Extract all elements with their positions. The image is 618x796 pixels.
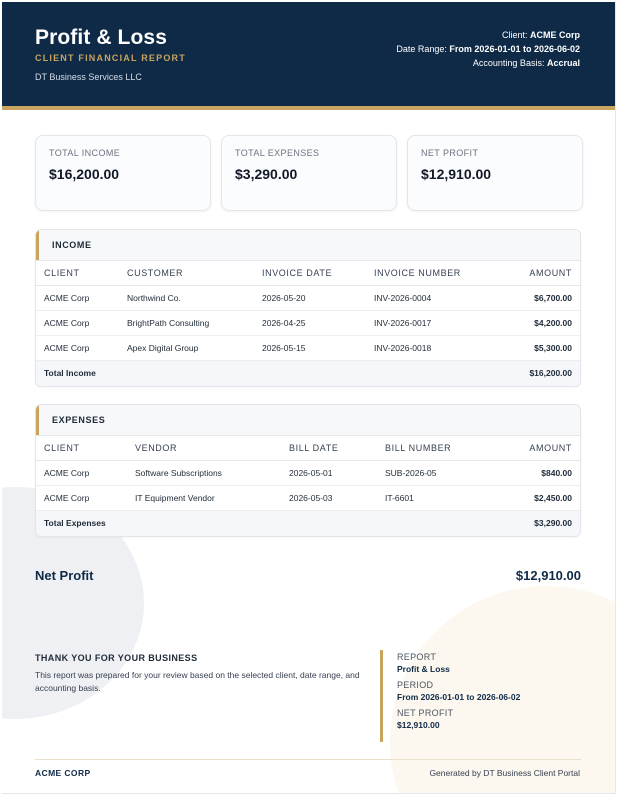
summary-net-label: NET PROFIT bbox=[397, 708, 454, 718]
footer-generated-by: Generated by DT Business Client Portal bbox=[429, 768, 580, 778]
footer-client-name: ACME CORP bbox=[35, 768, 91, 778]
cell-number: INV-2026-0018 bbox=[366, 336, 486, 361]
basis-line bbox=[396, 56, 580, 70]
cell-date: 2026-05-15 bbox=[254, 336, 366, 361]
cell-customer: BrightPath Consulting bbox=[119, 311, 254, 336]
cell-date: 2026-05-03 bbox=[281, 486, 377, 511]
date-range-line bbox=[396, 42, 580, 56]
net-profit-label: Net Profit bbox=[35, 568, 94, 583]
thank-you-note bbox=[35, 653, 365, 695]
cell-client: ACME Corp bbox=[36, 461, 127, 486]
column-header-customer: CUSTOMER bbox=[119, 261, 254, 286]
report-title: Profit & Loss bbox=[35, 26, 167, 49]
column-header-client: CLIENT bbox=[36, 436, 127, 461]
card-total-expenses bbox=[221, 135, 397, 211]
cell-client: ACME Corp bbox=[36, 311, 119, 336]
cell-date: 2026-05-01 bbox=[281, 461, 377, 486]
client-label: Client: bbox=[501, 30, 528, 40]
total-expenses-label: Total Expenses bbox=[36, 511, 497, 536]
company-name: DT Business Services LLC bbox=[35, 72, 142, 82]
cell-client: ACME Corp bbox=[36, 286, 119, 311]
column-header-client: CLIENT bbox=[36, 261, 119, 286]
cell-amount: $840.00 bbox=[497, 461, 580, 486]
summary-report-value: Profit & Loss bbox=[397, 664, 450, 674]
card-value: $12,910.00 bbox=[421, 166, 492, 182]
column-header-amount: AMOUNT bbox=[497, 436, 580, 461]
card-net-profit bbox=[407, 135, 583, 211]
summary-cards bbox=[35, 135, 583, 211]
table-header-row bbox=[36, 261, 580, 286]
column-header-amount: AMOUNT bbox=[486, 261, 580, 286]
income-section-title: INCOME bbox=[36, 230, 580, 260]
report-summary-box bbox=[380, 650, 580, 742]
card-value: $16,200.00 bbox=[49, 166, 120, 182]
column-header-bill-number: BILL NUMBER bbox=[377, 436, 497, 461]
table-row bbox=[36, 336, 580, 361]
report-subtitle: CLIENT FINANCIAL REPORT bbox=[35, 53, 186, 63]
net-profit-row bbox=[35, 568, 581, 583]
table-row bbox=[36, 286, 580, 311]
cell-amount: $4,200.00 bbox=[486, 311, 580, 336]
card-label: NET PROFIT bbox=[421, 148, 479, 158]
table-row bbox=[36, 461, 580, 486]
cell-amount: $2,450.00 bbox=[497, 486, 580, 511]
cell-amount: $5,300.00 bbox=[486, 336, 580, 361]
summary-period-value: From 2026-01-01 to 2026-06-02 bbox=[397, 692, 521, 702]
card-total-income bbox=[35, 135, 211, 211]
cell-number: INV-2026-0017 bbox=[366, 311, 486, 336]
card-label: TOTAL INCOME bbox=[49, 148, 121, 158]
income-section bbox=[35, 229, 581, 387]
basis-value: Accrual bbox=[546, 58, 580, 68]
table-row bbox=[36, 486, 580, 511]
cell-number: IT-6601 bbox=[377, 486, 497, 511]
cell-customer: Apex Digital Group bbox=[119, 336, 254, 361]
date-range-value: From 2026-01-01 to 2026-06-02 bbox=[449, 44, 580, 54]
date-range-label: Date Range: bbox=[396, 44, 447, 54]
column-header-invoice-number: INVOICE NUMBER bbox=[366, 261, 486, 286]
client-line bbox=[396, 28, 580, 42]
total-expenses-row bbox=[36, 511, 580, 536]
summary-report-label: REPORT bbox=[397, 652, 437, 662]
expenses-section bbox=[35, 404, 581, 537]
summary-net-value: $12,910.00 bbox=[397, 720, 440, 730]
cell-number: SUB-2026-05 bbox=[377, 461, 497, 486]
cell-amount: $6,700.00 bbox=[486, 286, 580, 311]
table-header-row bbox=[36, 436, 580, 461]
client-value: ACME Corp bbox=[530, 30, 580, 40]
income-table bbox=[36, 260, 580, 386]
thank-you-title: THANK YOU FOR YOUR BUSINESS bbox=[35, 653, 198, 663]
summary-period-label: PERIOD bbox=[397, 680, 434, 690]
total-income-value: $16,200.00 bbox=[486, 361, 580, 386]
footer-divider bbox=[35, 759, 581, 760]
cell-client: ACME Corp bbox=[36, 336, 119, 361]
cell-customer: Northwind Co. bbox=[119, 286, 254, 311]
cell-number: INV-2026-0004 bbox=[366, 286, 486, 311]
cell-date: 2026-05-20 bbox=[254, 286, 366, 311]
column-header-bill-date: BILL DATE bbox=[281, 436, 377, 461]
table-row bbox=[36, 311, 580, 336]
column-header-vendor: VENDOR bbox=[127, 436, 281, 461]
cell-vendor: IT Equipment Vendor bbox=[127, 486, 281, 511]
report-meta bbox=[396, 28, 580, 70]
column-header-invoice-date: INVOICE DATE bbox=[254, 261, 366, 286]
total-income-row bbox=[36, 361, 580, 386]
cell-vendor: Software Subscriptions bbox=[127, 461, 281, 486]
expenses-section-title: EXPENSES bbox=[36, 405, 580, 435]
cell-client: ACME Corp bbox=[36, 486, 127, 511]
card-value: $3,290.00 bbox=[235, 166, 298, 182]
cell-date: 2026-04-25 bbox=[254, 311, 366, 336]
total-expenses-value: $3,290.00 bbox=[497, 511, 580, 536]
thank-you-text: This report was prepared for your review based on the selected client, date range, and accounting basis. bbox=[35, 670, 360, 693]
report-page bbox=[2, 2, 616, 794]
expenses-table bbox=[36, 435, 580, 536]
basis-label: Accounting Basis: bbox=[472, 58, 545, 68]
report-header bbox=[2, 2, 615, 106]
card-label: TOTAL EXPENSES bbox=[235, 148, 320, 158]
net-profit-value: $12,910.00 bbox=[515, 568, 581, 583]
header-accent-bar bbox=[2, 106, 615, 110]
total-income-label: Total Income bbox=[36, 361, 486, 386]
